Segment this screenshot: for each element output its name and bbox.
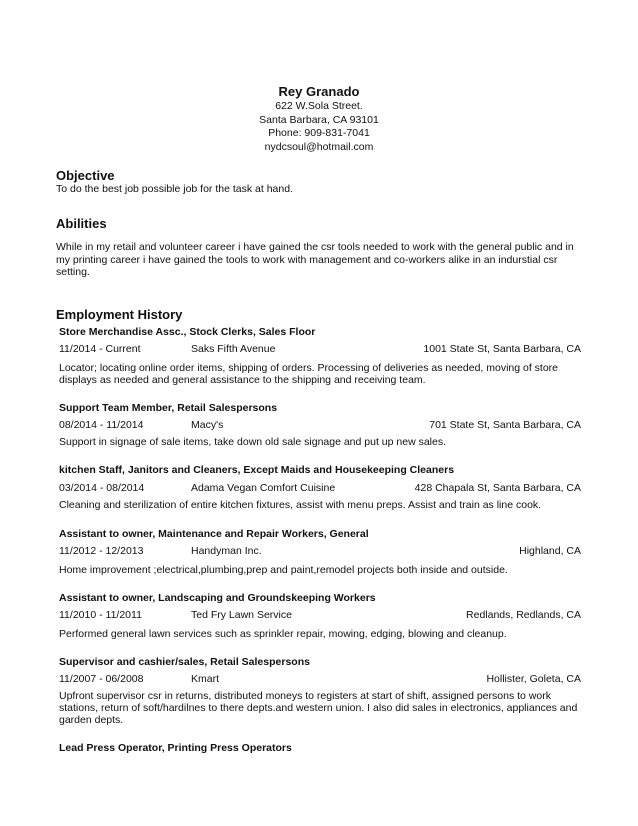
employment-heading: Employment History (56, 307, 183, 322)
job-location: 428 Chapala St, Santa Barbara, CA (414, 482, 581, 494)
job-employer: Ted Fry Lawn Service (191, 609, 292, 621)
job-title: Support Team Member, Retail Salespersons (59, 402, 278, 414)
job-employer: Adama Vegan Comfort Cuisine (191, 482, 336, 494)
abilities-heading: Abilities (56, 216, 107, 231)
job-employer: Macy's (191, 419, 224, 431)
job-description: Cleaning and sterilization of entire kitchen fixtures, assist with menu preps. Assist and train as line cook. (59, 499, 542, 511)
job-title: Assistant to owner, Maintenance and Repair Workers, General (59, 528, 369, 540)
job-dates: 11/2012 - 12/2013 (59, 545, 144, 557)
job-details-row (59, 343, 581, 357)
job-description: Locator; locating online order items, shipping of orders. Processing of deliveries as needed, moving of store displays as needed and general assistance to the shipping and receiving team. (59, 362, 559, 386)
job-dates: 03/2014 - 08/2014 (59, 482, 145, 494)
abilities-text: While in my retail and volunteer career i have gained the csr tools needed to work with the general public and in my printing career i have gained the tools to work with management and co-workers alike in an indurstial csr setting. (56, 241, 574, 278)
job-location: Redlands, Redlands, CA (466, 609, 581, 621)
job-employer: Kmart (191, 673, 220, 685)
job-employer: Handyman Inc. (191, 545, 262, 557)
job-location: Hollister, Goleta, CA (486, 673, 581, 685)
job-dates: 08/2014 - 11/2014 (59, 419, 144, 431)
phone-number: Phone: 909-831-7041 (268, 127, 370, 139)
job-description: Performed general lawn services such as sprinkler repair, mowing, edging, blowing and cleanup. (59, 628, 507, 640)
job-dates: 11/2007 - 06/2008 (59, 673, 144, 685)
job-details-row (59, 545, 581, 559)
objective-text: To do the best job possible job for the task at hand. (56, 183, 293, 195)
job-details-row (59, 609, 581, 623)
job-location: 1001 State St, Santa Barbara, CA (423, 343, 581, 355)
job-details-row (59, 482, 581, 496)
job-employer: Saks Fifth Avenue (191, 343, 276, 355)
job-dates: 11/2014 - Current (59, 343, 141, 355)
job-location: Highland, CA (519, 545, 581, 557)
job-description: Support in signage of sale items, take down old sale signage and put up new sales. (59, 436, 446, 448)
job-title: Store Merchandise Assc., Stock Clerks, Sales Floor (59, 326, 316, 338)
applicant-name: Rey Granado (278, 84, 360, 99)
job-details-row (59, 419, 581, 433)
job-description: Home improvement ;electrical,plumbing,prep and paint,remodel projects both inside and outside. (59, 564, 508, 576)
job-details-row (59, 673, 581, 687)
city-state-zip: Santa Barbara, CA 93101 (259, 113, 379, 126)
job-title: Lead Press Operator, Printing Press Operators (59, 742, 292, 754)
street-address: 622 W.Sola Street. (275, 100, 363, 112)
objective-heading: Objective (56, 168, 115, 183)
job-title: kitchen Staff, Janitors and Cleaners, Except Maids and Housekeeping Cleaners (59, 464, 455, 476)
contact-header (0, 84, 638, 154)
email-address: nydcsoul@hotmail.com (264, 140, 374, 153)
job-dates: 11/2010 - 11/2011 (59, 609, 142, 621)
job-title: Supervisor and cashier/sales, Retail Salespersons (59, 656, 310, 668)
job-description: Upfront supervisor csr in returns, distributed moneys to registers at start of shift, assigned persons to work stations, return of soft/hardilnes to there depts.and western union. I also did sales in electronics, appliances and garden depts. (59, 690, 578, 726)
job-title: Assistant to owner, Landscaping and Groundskeeping Workers (59, 592, 376, 604)
job-location: 701 State St, Santa Barbara, CA (429, 419, 581, 431)
